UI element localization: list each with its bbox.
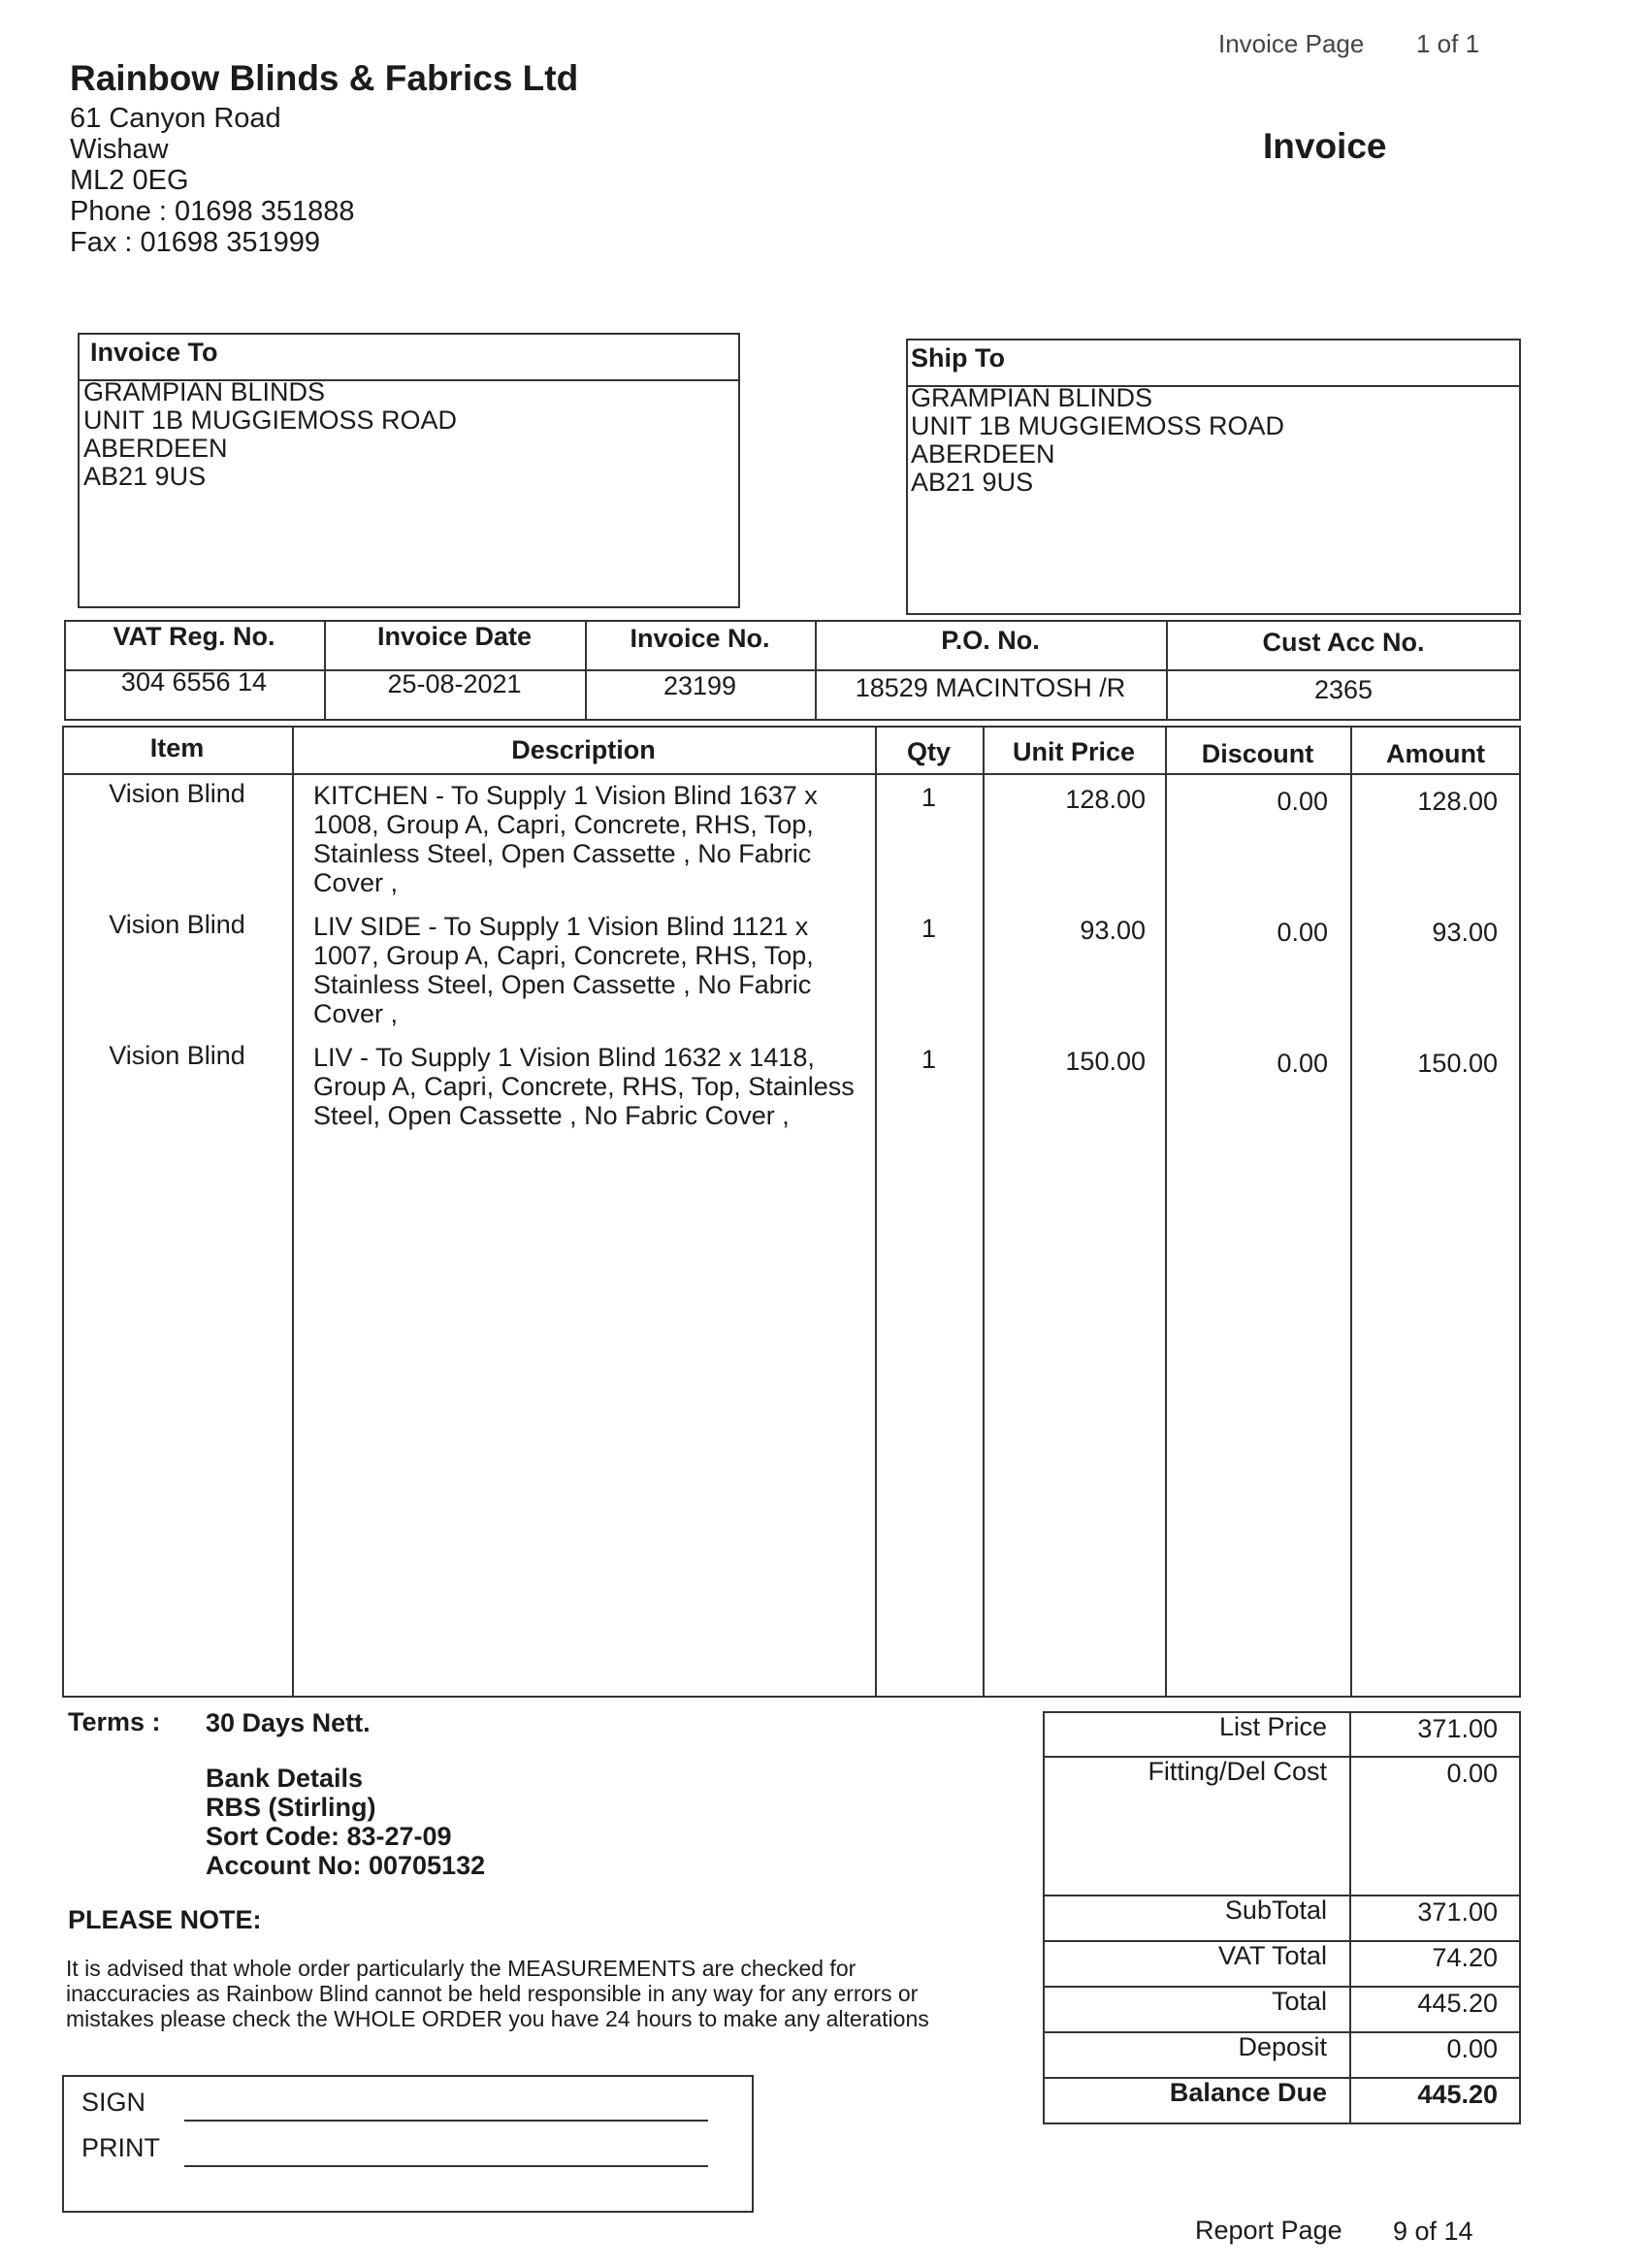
table-row-description	[313, 1043, 855, 1130]
description-line: LIV SIDE - To Supply 1 Vision Blind 1121 x	[313, 912, 809, 941]
table-row-unit-price: 93.00	[1080, 916, 1146, 945]
ship-to-line: AB21 9US	[911, 468, 1034, 497]
invoice-to-line: UNIT 1B MUGGIEMOSS ROAD	[83, 405, 458, 435]
deposit-value: 0.00	[1446, 2034, 1498, 2063]
balance-due-value: 445.20	[1417, 2080, 1498, 2109]
note-text	[66, 1956, 929, 2031]
description-line: Stainless Steel, Open Cassette , No Fabric	[313, 839, 812, 868]
invoice-no-header: Invoice No.	[630, 624, 770, 653]
cust-acc-value: 2365	[1313, 675, 1374, 704]
subtotal-value: 371.00	[1417, 1897, 1498, 1927]
company-name: Rainbow Blinds & Fabrics Ltd	[70, 58, 579, 98]
table-row-description	[313, 781, 818, 897]
note-title: PLEASE NOTE:	[68, 1905, 262, 1934]
invoice-date-value: 25-08-2021	[387, 669, 522, 698]
vat-reg-value: 304 6556 14	[120, 667, 268, 697]
vat-reg-header: VAT Reg. No.	[113, 622, 275, 651]
description-line: LIV - To Supply 1 Vision Blind 1632 x 1418,	[313, 1043, 815, 1072]
note-line: inaccuracies as Rainbow Blind cannot be held responsible in any way for any errors or	[66, 1981, 919, 2006]
table-row-discount: 0.00	[1277, 787, 1328, 816]
po-no-value: 18529 MACINTOSH /R	[855, 673, 1126, 702]
cust-acc-header: Cust Acc No.	[1262, 628, 1425, 657]
report-page-label: Report Page	[1195, 2216, 1342, 2245]
table-row-qty: 1	[921, 783, 937, 812]
table-row-amount: 150.00	[1417, 1049, 1498, 1078]
list-price-label: List Price	[1218, 1712, 1327, 1741]
total-value: 445.20	[1417, 1989, 1498, 2018]
table-row-description	[313, 912, 814, 1028]
description-header: Description	[511, 735, 656, 764]
total-label: Total	[1271, 1987, 1327, 2016]
invoice-page-value: 1 of 1	[1416, 29, 1480, 58]
table-row-qty: 1	[921, 1045, 937, 1074]
invoice-to-line: ABERDEEN	[83, 434, 228, 463]
qty-header: Qty	[906, 737, 951, 766]
description-line: Stainless Steel, Open Cassette , No Fabric	[313, 970, 812, 999]
invoice-page-label: Invoice Page	[1218, 29, 1365, 58]
ship-to-line: GRAMPIAN BLINDS	[911, 383, 1153, 412]
vat-total-label: VAT Total	[1217, 1941, 1327, 1970]
invoice-date-header: Invoice Date	[376, 622, 533, 651]
po-no-header: P.O. No.	[941, 626, 1040, 655]
table-row-amount: 93.00	[1432, 918, 1498, 947]
invoice-to-line: GRAMPIAN BLINDS	[83, 377, 326, 406]
document-title: Invoice	[1263, 126, 1387, 166]
unit-price-header: Unit Price	[1012, 737, 1136, 766]
ship-to-address	[911, 384, 1284, 497]
deposit-label: Deposit	[1238, 2032, 1327, 2061]
subtotal-label: SubTotal	[1224, 1895, 1327, 1925]
table-row-discount: 0.00	[1277, 918, 1328, 947]
bank-details	[206, 1764, 485, 1880]
description-line: Cover ,	[313, 999, 399, 1028]
bank-details-title: Bank Details	[206, 1764, 364, 1793]
description-line: KITCHEN - To Supply 1 Vision Blind 1637 x	[313, 781, 818, 810]
note-line: It is advised that whole order particularly the MEASUREMENTS are checked for	[66, 1956, 857, 1981]
description-line: Cover ,	[313, 868, 399, 897]
table-row-discount: 0.00	[1277, 1049, 1328, 1078]
terms-label: Terms :	[68, 1707, 161, 1736]
company-address-line: Wishaw	[70, 134, 169, 165]
balance-due-label: Balance Due	[1169, 2078, 1327, 2107]
description-line: 1007, Group A, Capri, Concrete, RHS, Top,	[313, 941, 814, 970]
table-row-amount: 128.00	[1417, 787, 1498, 816]
table-row-item: Vision Blind	[109, 910, 245, 939]
description-line: Group A, Capri, Concrete, RHS, Top, Stainless	[313, 1072, 855, 1101]
list-price-value: 371.00	[1417, 1714, 1498, 1743]
note-line: mistakes please check the WHOLE ORDER you have 24 hours to make any alterations	[66, 2006, 929, 2031]
ship-to-title: Ship To	[911, 343, 1005, 373]
sign-line[interactable]	[184, 2120, 708, 2122]
print-label: PRINT	[81, 2133, 160, 2162]
invoice-to-address	[83, 378, 457, 491]
sort-code: Sort Code: 83-27-09	[206, 1822, 452, 1851]
ship-to-line: UNIT 1B MUGGIEMOSS ROAD	[911, 411, 1285, 440]
invoice-to-line: AB21 9US	[83, 462, 207, 491]
description-line: 1008, Group A, Capri, Concrete, RHS, Top,	[313, 810, 814, 839]
fitting-value: 0.00	[1446, 1759, 1498, 1788]
sign-label: SIGN	[81, 2088, 146, 2117]
table-row-item: Vision Blind	[109, 779, 245, 808]
report-page-value: 9 of 14	[1393, 2217, 1473, 2246]
company-address-line: ML2 0EG	[70, 165, 189, 196]
fitting-label: Fitting/Del Cost	[1148, 1757, 1327, 1786]
item-header: Item	[149, 733, 205, 762]
company-address-line: 61 Canyon Road	[70, 103, 281, 134]
table-row-qty: 1	[921, 914, 937, 943]
company-fax: Fax : 01698 351999	[70, 227, 320, 258]
account-number: Account No: 00705132	[206, 1851, 486, 1880]
company-phone: Phone : 01698 351888	[70, 196, 355, 227]
ship-to-line: ABERDEEN	[911, 439, 1055, 469]
table-row-unit-price: 150.00	[1065, 1047, 1146, 1076]
invoice-no-value: 23199	[663, 671, 737, 700]
table-row-item: Vision Blind	[109, 1041, 245, 1070]
bank-name: RBS (Stirling)	[206, 1793, 376, 1822]
table-row-unit-price: 128.00	[1065, 785, 1146, 814]
vat-total-value: 74.20	[1432, 1943, 1498, 1972]
signature-box	[62, 2075, 754, 2213]
company-address	[70, 103, 355, 258]
terms-value: 30 Days Nett.	[206, 1708, 371, 1737]
amount-header: Amount	[1386, 739, 1485, 768]
discount-header: Discount	[1201, 739, 1314, 768]
invoice-to-title: Invoice To	[90, 338, 218, 367]
print-line[interactable]	[184, 2165, 708, 2167]
description-line: Steel, Open Cassette , No Fabric Cover ,	[313, 1101, 790, 1130]
